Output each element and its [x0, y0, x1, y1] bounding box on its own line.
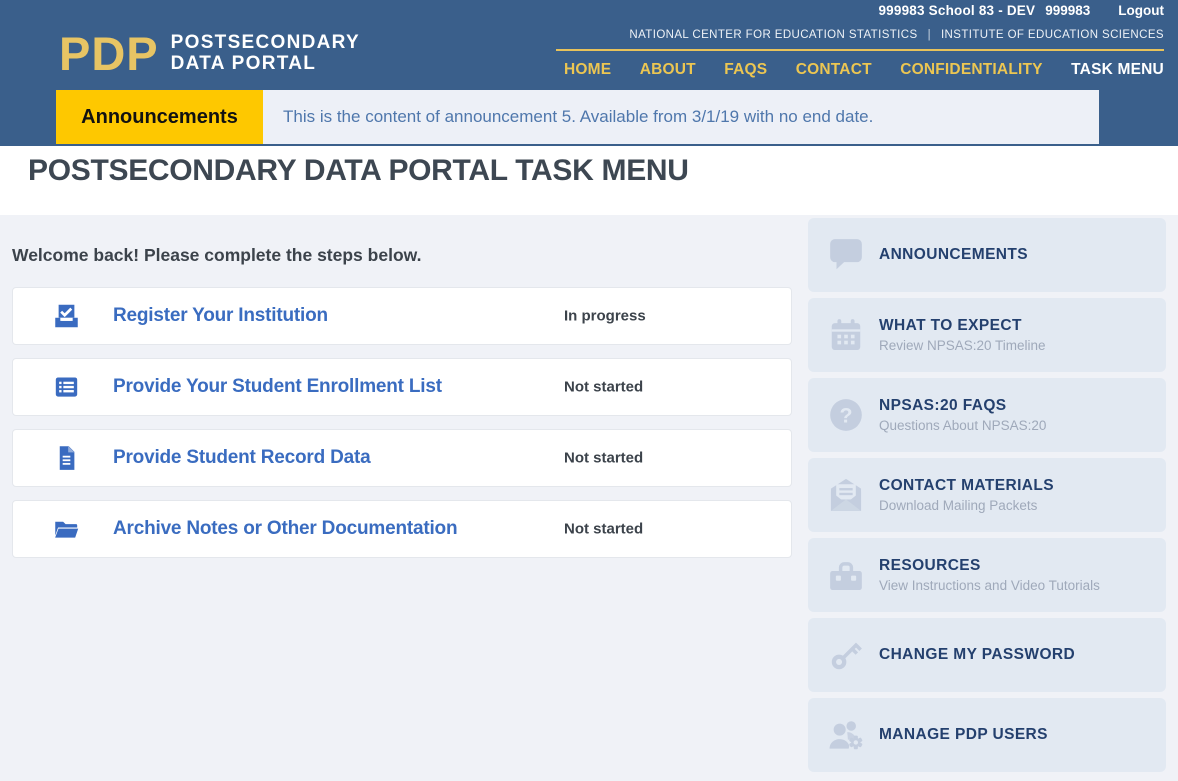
page-title: POSTSECONDARY DATA PORTAL TASK MENU	[28, 154, 689, 187]
sidebar-item-resources[interactable]	[808, 538, 1166, 612]
task-status: Not started	[564, 449, 644, 467]
sidebar-item-title: NPSAS:20 FAQS	[879, 397, 1007, 414]
logout-button[interactable]: Logout	[1118, 3, 1164, 18]
sidebar-item-text	[879, 246, 1028, 264]
header-right	[564, 29, 1164, 79]
list-icon	[53, 374, 80, 401]
toolbox-icon	[827, 556, 865, 594]
sidebar-item-announcements[interactable]	[808, 218, 1166, 292]
calendar-icon	[827, 316, 865, 354]
org-nces: NATIONAL CENTER FOR EDUCATION STATISTICS	[629, 29, 918, 41]
title-section	[0, 146, 1178, 215]
sidebar-item-title: MANAGE PDP USERS	[879, 726, 1048, 743]
envelope-open-icon	[827, 476, 865, 514]
task-status: In progress	[564, 307, 646, 325]
sidebar-item-title: CONTACT MATERIALS	[879, 477, 1054, 494]
sidebar-item-text	[879, 477, 1054, 513]
nav-item-task-menu[interactable]: TASK MENU	[1071, 61, 1164, 78]
sidebar-item-text	[879, 397, 1046, 433]
question-circle-icon	[827, 396, 865, 434]
sidebar-item-title: RESOURCES	[879, 557, 981, 574]
task-row-enrollment-list[interactable]	[12, 358, 792, 416]
org-separator: |	[927, 29, 931, 41]
sidebar-item-what-to-expect[interactable]	[808, 298, 1166, 372]
sidebar-item-subtitle: Download Mailing Packets	[879, 498, 1038, 513]
pdp-logo[interactable]	[59, 27, 360, 80]
sidebar-item-change-password[interactable]	[808, 618, 1166, 692]
nav-item-home[interactable]: HOME	[564, 61, 612, 78]
sidebar-item-title: CHANGE MY PASSWORD	[879, 646, 1076, 663]
nav-item-about[interactable]: ABOUT	[639, 61, 696, 78]
ballot-check-icon	[53, 303, 80, 330]
school-name: 999983 School 83 - DEV	[878, 3, 1036, 18]
sidebar-item-text	[879, 646, 1075, 664]
sidebar-item-title: WHAT TO EXPECT	[879, 317, 1022, 334]
account-bar	[878, 3, 1164, 18]
sidebar-item-subtitle: View Instructions and Video Tutorials	[879, 578, 1100, 593]
school-id: 999983	[1045, 3, 1091, 18]
org-bar	[564, 29, 1164, 41]
org-ies: INSTITUTE OF EDUCATION SCIENCES	[940, 29, 1164, 41]
welcome-text: Welcome back! Please complete the steps below.	[12, 245, 422, 265]
announcements-bar	[56, 90, 1099, 144]
sidebar-item-subtitle: Review NPSAS:20 Timeline	[879, 338, 1046, 353]
comment-icon	[827, 236, 865, 274]
task-row-student-record-data[interactable]	[12, 429, 792, 487]
nav-item-contact[interactable]: CONTACT	[795, 61, 872, 78]
sidebar-item-contact-materials[interactable]	[808, 458, 1166, 532]
sidebar-item-text	[879, 557, 1100, 593]
nav-item-faqs[interactable]: FAQS	[724, 61, 768, 78]
sidebar-item-manage-users[interactable]	[808, 698, 1166, 772]
task-row-register-institution[interactable]	[12, 287, 792, 345]
nav-item-confidentiality[interactable]: CONFIDENTIALITY	[900, 61, 1043, 78]
sidebar-item-title: ANNOUNCEMENTS	[879, 246, 1029, 263]
task-link[interactable]: Archive Notes or Other Documentation	[113, 518, 458, 539]
folder-open-icon	[53, 516, 80, 543]
task-list	[12, 287, 792, 571]
logo-acronym: PDP	[59, 27, 159, 80]
key-icon	[827, 636, 865, 674]
main-content	[0, 215, 1178, 781]
task-row-archive-notes[interactable]	[12, 500, 792, 558]
task-status: Not started	[564, 520, 644, 538]
task-link[interactable]: Register Your Institution	[113, 305, 328, 326]
announcements-label: Announcements	[56, 90, 263, 144]
task-link[interactable]: Provide Student Record Data	[113, 447, 371, 468]
sidebar-item-subtitle: Questions About NPSAS:20	[879, 418, 1047, 433]
sidebar	[808, 218, 1166, 778]
logo-line2: DATA PORTAL	[170, 52, 317, 74]
task-link[interactable]: Provide Your Student Enrollment List	[113, 376, 442, 397]
header	[0, 0, 1178, 146]
task-status: Not started	[564, 378, 644, 396]
nav-divider	[556, 49, 1164, 51]
svg-text:?: ?	[839, 403, 853, 428]
sidebar-item-npsas20-faqs[interactable]	[808, 378, 1166, 452]
users-gear-icon	[827, 716, 865, 754]
main-nav	[564, 61, 1164, 79]
sidebar-item-text	[879, 726, 1048, 744]
document-icon	[53, 445, 80, 472]
sidebar-item-text	[879, 317, 1046, 353]
logo-text	[171, 33, 360, 75]
announcement-message: This is the content of announcement 5. Available from 3/1/19 with no end date.	[283, 107, 874, 126]
logo-line1: POSTSECONDARY	[170, 31, 360, 53]
